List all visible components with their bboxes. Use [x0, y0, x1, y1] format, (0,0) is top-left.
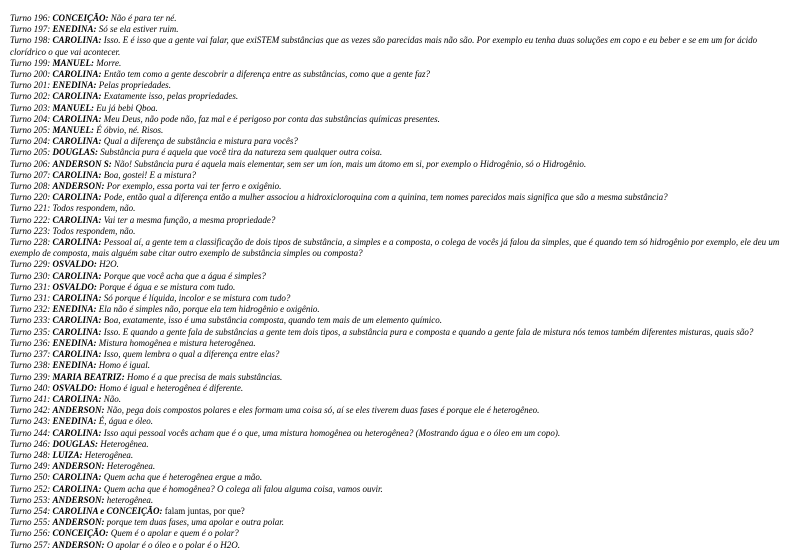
transcript-line [10, 58, 785, 69]
speaker-name: OSVALDO: [52, 382, 97, 393]
utterance-text: Quem é o apolar e quem é o polar? [110, 528, 239, 539]
transcript-line [10, 394, 785, 405]
turn-number: Turno 250: [10, 472, 51, 483]
speaker-name: ENEDINA: [52, 304, 97, 315]
speaker-name: CAROLINA: [52, 192, 102, 203]
utterance-text: Mistura homogênea e mistura heterogênea. [98, 337, 256, 348]
speaker-name: ANDERSON: [52, 461, 105, 472]
turn-number: Turno 208: [10, 181, 51, 192]
speaker-name: MARIA BEATRIZ: [52, 371, 125, 382]
utterance-text: Isso. E quando a gente fala de substâncias a gente tem dois tipos, a substância pura e composta e quando a gente fala de mistura nós temos também diferentes misturas, quais são? [103, 326, 754, 337]
utterance-text: É, água e óleo. [98, 416, 154, 427]
turn-number: Turno 233: [10, 315, 51, 326]
utterance-text: H2O. [99, 259, 119, 270]
transcript-line [10, 517, 785, 528]
turn-number: Turno 243: [10, 416, 51, 427]
speaker-name: CAROLINA: [52, 472, 102, 483]
speaker-name: ANDERSON: [52, 494, 105, 505]
utterance-text: Então tem como a gente descobrir a diferença entre as substâncias, como que a gente faz? [103, 69, 431, 80]
transcript-line [10, 24, 785, 35]
speaker-name: CAROLINA: [52, 393, 102, 404]
utterance-text: Vai ter a mesma função, a mesma propriedade? [103, 214, 276, 225]
utterance-text: Não. [103, 393, 122, 404]
turn-number: Turno 201: [10, 80, 51, 91]
utterance-text: Não! Substância pura é aquela mais elementar, sem ser um íon, mais um átomo em si, por exemplo o Hidrogênio, só o Hidrogênio. [114, 158, 587, 169]
utterance-text: Boa, gostei! E a mistura? [103, 169, 197, 180]
transcript-line [10, 293, 785, 304]
utterance-text: porque tem duas fases, uma apolar e outra polar. [106, 517, 284, 528]
turn-number: Turno 235: [10, 326, 51, 337]
turn-number: Turno 232: [10, 304, 51, 315]
speaker-name: CAROLINA: [52, 113, 102, 124]
turn-number: Turno 255: [10, 517, 51, 528]
turn-number: Turno 244: [10, 427, 51, 438]
utterance-text: Pelas propriedades. [98, 80, 171, 91]
turn-number: Turno 231: [10, 293, 51, 304]
speaker-name: ANDERSON: [52, 539, 105, 550]
utterance-text: heterogênea. [106, 494, 154, 505]
utterance-text: Não é para ter né. [110, 13, 177, 23]
transcript-line [10, 528, 785, 539]
turn-number: Turno 242: [10, 405, 51, 416]
speaker-name: CAROLINA: [52, 427, 102, 438]
turn-number: Turno 223: [10, 225, 51, 236]
utterance-text: Morre. [96, 57, 122, 68]
transcript-line [10, 383, 785, 394]
speaker-name: ENEDINA: [52, 337, 97, 348]
transcript-line [10, 428, 785, 439]
transcript-line [10, 69, 785, 80]
speaker-name: DOUGLAS: [52, 438, 99, 449]
utterance-text: Só se ela estiver ruim. [98, 24, 179, 35]
speaker-name: CONCEIÇÃO: [52, 13, 109, 23]
utterance-text: Boa, exatamente, isso é uma substância composta, quando tem mais de um elemento químico. [103, 315, 442, 326]
turn-number: Turno 206: [10, 158, 51, 169]
utterance-text: O apolar é o óleo e o polar é o H2O. [106, 539, 241, 550]
turn-number: Turno 204: [10, 136, 51, 147]
transcript-line [10, 439, 785, 450]
turn-number: Turno 228: [10, 237, 51, 248]
speaker-name: ENEDINA: [52, 416, 97, 427]
turn-number: Turno 205: [10, 125, 51, 136]
turn-number: Turno 198: [10, 35, 51, 46]
speaker-name: CAROLINA: [52, 237, 102, 248]
transcript-line [10, 484, 785, 495]
turn-number: Turno 257: [10, 539, 51, 550]
turn-number: Turno 236: [10, 337, 51, 348]
speaker-name: ENEDINA: [52, 24, 97, 35]
speaker-name: ANDERSON S: [52, 158, 112, 169]
utterance-text: Qual a diferença de substância e mistura para vocês? [103, 136, 298, 147]
speaker-name: CAROLINA e CONCEIÇÃO: [52, 505, 163, 516]
turn-number: Turno 246: [10, 438, 51, 449]
turn-number: Turno 196: [10, 13, 51, 23]
transcript-line [10, 226, 785, 237]
utterance-text: Quem acha que é homogênea? O colega ali falou alguma coisa, vamos ouvir. [103, 483, 383, 494]
transcript-line [10, 282, 785, 293]
turn-number: Turno 240: [10, 382, 51, 393]
transcript-line [10, 215, 785, 226]
turn-number: Turno 249: [10, 461, 51, 472]
turn-number: Turno 239: [10, 371, 51, 382]
speaker-name: CAROLINA: [52, 293, 102, 304]
transcript-line [10, 327, 785, 338]
speaker-name: LUIZA: [52, 449, 83, 460]
turn-number: Turno 241: [10, 393, 51, 404]
turn-number: Turno 204: [10, 113, 51, 124]
speaker-name: CAROLINA: [52, 136, 102, 147]
transcript-line [10, 80, 785, 91]
speaker-name: CAROLINA: [52, 483, 102, 494]
utterance-text: Substância pura é aquela que você tira da natureza sem qualquer outra coisa. [100, 147, 383, 158]
speaker-name: MANUEL: [52, 102, 95, 113]
speaker-name: DOUGLAS: [52, 147, 99, 158]
transcript-line [10, 192, 785, 203]
utterance-text: Ela não é simples não, porque ela tem hidrogênio e oxigênio. [98, 304, 320, 315]
utterance-text: Eu já bebi Qboa. [96, 102, 158, 113]
utterance-text: Isso. E é isso que a gente vai falar, que exiSTEM substâncias que as vezes são parecidas mais não são. Por exemplo eu tenha duas soluções em copo e eu beber e se em um for ácido clorídrico o que vai acontecer. [10, 35, 758, 57]
speaker-name: ANDERSON: [52, 517, 105, 528]
turn-number: Turno 230: [10, 270, 51, 281]
turn-number: Turno 253: [10, 494, 51, 505]
transcript-line [10, 237, 785, 259]
transcript-line [10, 338, 785, 349]
utterance-text: Não, pega dois compostos polares e eles formam uma coisa só, aí se eles tiverem duas fases é porque ele é heterogêneo. [106, 405, 540, 416]
speaker-name: OSVALDO: [52, 281, 97, 292]
utterance-text: falam juntas, por que? [164, 505, 245, 516]
speaker-name: ANDERSON: [52, 181, 105, 192]
speaker-name: CAROLINA: [52, 326, 102, 337]
speaker-name: ANDERSON: [52, 405, 105, 416]
utterance-text: Isso aqui pessoal vocês acham que é o que, uma mistura homogênea ou heterogênea? (Mostrando água e o óleo em um copo). [103, 427, 561, 438]
turn-number: Turno 238: [10, 360, 51, 371]
turn-number: Turno 200: [10, 69, 51, 80]
utterance-text: Só porque é líquida, incolor e se mistura com tudo? [103, 293, 291, 304]
utterance-text: Todos respondem, não. [52, 203, 136, 214]
speaker-name: CAROLINA: [52, 169, 102, 180]
speaker-name: ENEDINA: [52, 360, 97, 371]
utterance-text: Pessoal aí, a gente tem a classificação de dois tipos de substância, a simples e a composta, o colega de vocês já falou da simples, que é quando tem só hidrogênio por exemplo, ele deu um exemplo de composta, mais alguém sabe citar outro exemplo de substância simples ou composta? [10, 237, 780, 259]
transcript-line [10, 271, 785, 282]
utterance-text: Homo é igual e heterogênea é diferente. [99, 382, 244, 393]
turn-number: Turno 205: [10, 147, 51, 158]
utterance-text: Homo é igual. [98, 360, 151, 371]
utterance-text: Homo é a que precisa de mais substâncias. [127, 371, 283, 382]
speaker-name: MANUEL: [52, 57, 95, 68]
utterance-text: Heterogênea. [84, 449, 134, 460]
turn-number: Turno 252: [10, 483, 51, 494]
transcript-line [10, 170, 785, 181]
utterance-text: Pode, então qual a diferença então a mulher associou a hidroxicloroquina com a quinina, tem nomes parecidos mais significa que são a mesma substância? [103, 192, 668, 203]
utterance-text: Por exemplo, essa porta vai ter ferro e oxigênio. [106, 181, 282, 192]
transcript-line [10, 349, 785, 360]
transcript-line [10, 13, 785, 24]
turn-number: Turno 256: [10, 528, 51, 539]
speaker-name: MANUEL: [52, 125, 95, 136]
utterance-text: Porque é água e se mistura com tudo. [99, 281, 236, 292]
speaker-name: CAROLINA: [52, 35, 102, 46]
turn-number: Turno 220: [10, 192, 51, 203]
utterance-text: Isso, quem lembra o qual a diferença entre elas? [103, 349, 280, 360]
turn-number: Turno 197: [10, 24, 51, 35]
transcript-line [10, 506, 785, 517]
transcript-line [10, 91, 785, 102]
utterance-text: Quem acha que é heterogênea ergue a mão. [103, 472, 263, 483]
transcript-line [10, 136, 785, 147]
transcript-line [10, 203, 785, 214]
turn-number: Turno 207: [10, 169, 51, 180]
transcript-line [10, 125, 785, 136]
transcript-line [10, 35, 785, 57]
turn-number: Turno 231: [10, 281, 51, 292]
transcript-line [10, 495, 785, 506]
utterance-text: Todos respondem, não. [52, 225, 136, 236]
transcript-line [10, 416, 785, 427]
transcript-line [10, 304, 785, 315]
transcript-line [10, 405, 785, 416]
utterance-text: Meu Deus, não pode não, faz mal e é perigoso por conta das substâncias químicas presentes. [103, 113, 440, 124]
speaker-name: CONCEIÇÃO: [52, 528, 109, 539]
turn-number: Turno 254: [10, 505, 51, 516]
transcript-line [10, 147, 785, 158]
speaker-name: CAROLINA: [52, 270, 102, 281]
turn-number: Turno 222: [10, 214, 51, 225]
transcript-line [10, 259, 785, 270]
transcript-line [10, 114, 785, 125]
transcript [10, 13, 785, 551]
transcript-line [10, 540, 785, 551]
transcript-line [10, 461, 785, 472]
transcript-line [10, 360, 785, 371]
speaker-name: CAROLINA: [52, 315, 102, 326]
transcript-line [10, 450, 785, 461]
turn-number: Turno 202: [10, 91, 51, 102]
turn-number: Turno 248: [10, 449, 51, 460]
speaker-name: CAROLINA: [52, 69, 102, 80]
turn-number: Turno 199: [10, 57, 51, 68]
transcript-line [10, 181, 785, 192]
transcript-line [10, 159, 785, 170]
turn-number: Turno 221: [10, 203, 51, 214]
transcript-line [10, 103, 785, 114]
turn-number: Turno 203: [10, 102, 51, 113]
speaker-name: OSVALDO: [52, 259, 97, 270]
speaker-name: CAROLINA: [52, 91, 102, 102]
transcript-line [10, 472, 785, 483]
speaker-name: CAROLINA: [52, 349, 102, 360]
transcript-line [10, 372, 785, 383]
utterance-text: É óbvio, né. Risos. [96, 125, 164, 136]
speaker-name: CAROLINA: [52, 214, 102, 225]
utterance-text: Exatamente isso, pelas propriedades. [103, 91, 239, 102]
utterance-text: Heterogênea. [100, 438, 149, 449]
speaker-name: ENEDINA: [52, 80, 97, 91]
transcript-line [10, 315, 785, 326]
utterance-text: Porque que você acha que a água é simples? [103, 270, 266, 281]
turn-number: Turno 237: [10, 349, 51, 360]
turn-number: Turno 229: [10, 259, 51, 270]
utterance-text: Heterogênea. [106, 461, 156, 472]
